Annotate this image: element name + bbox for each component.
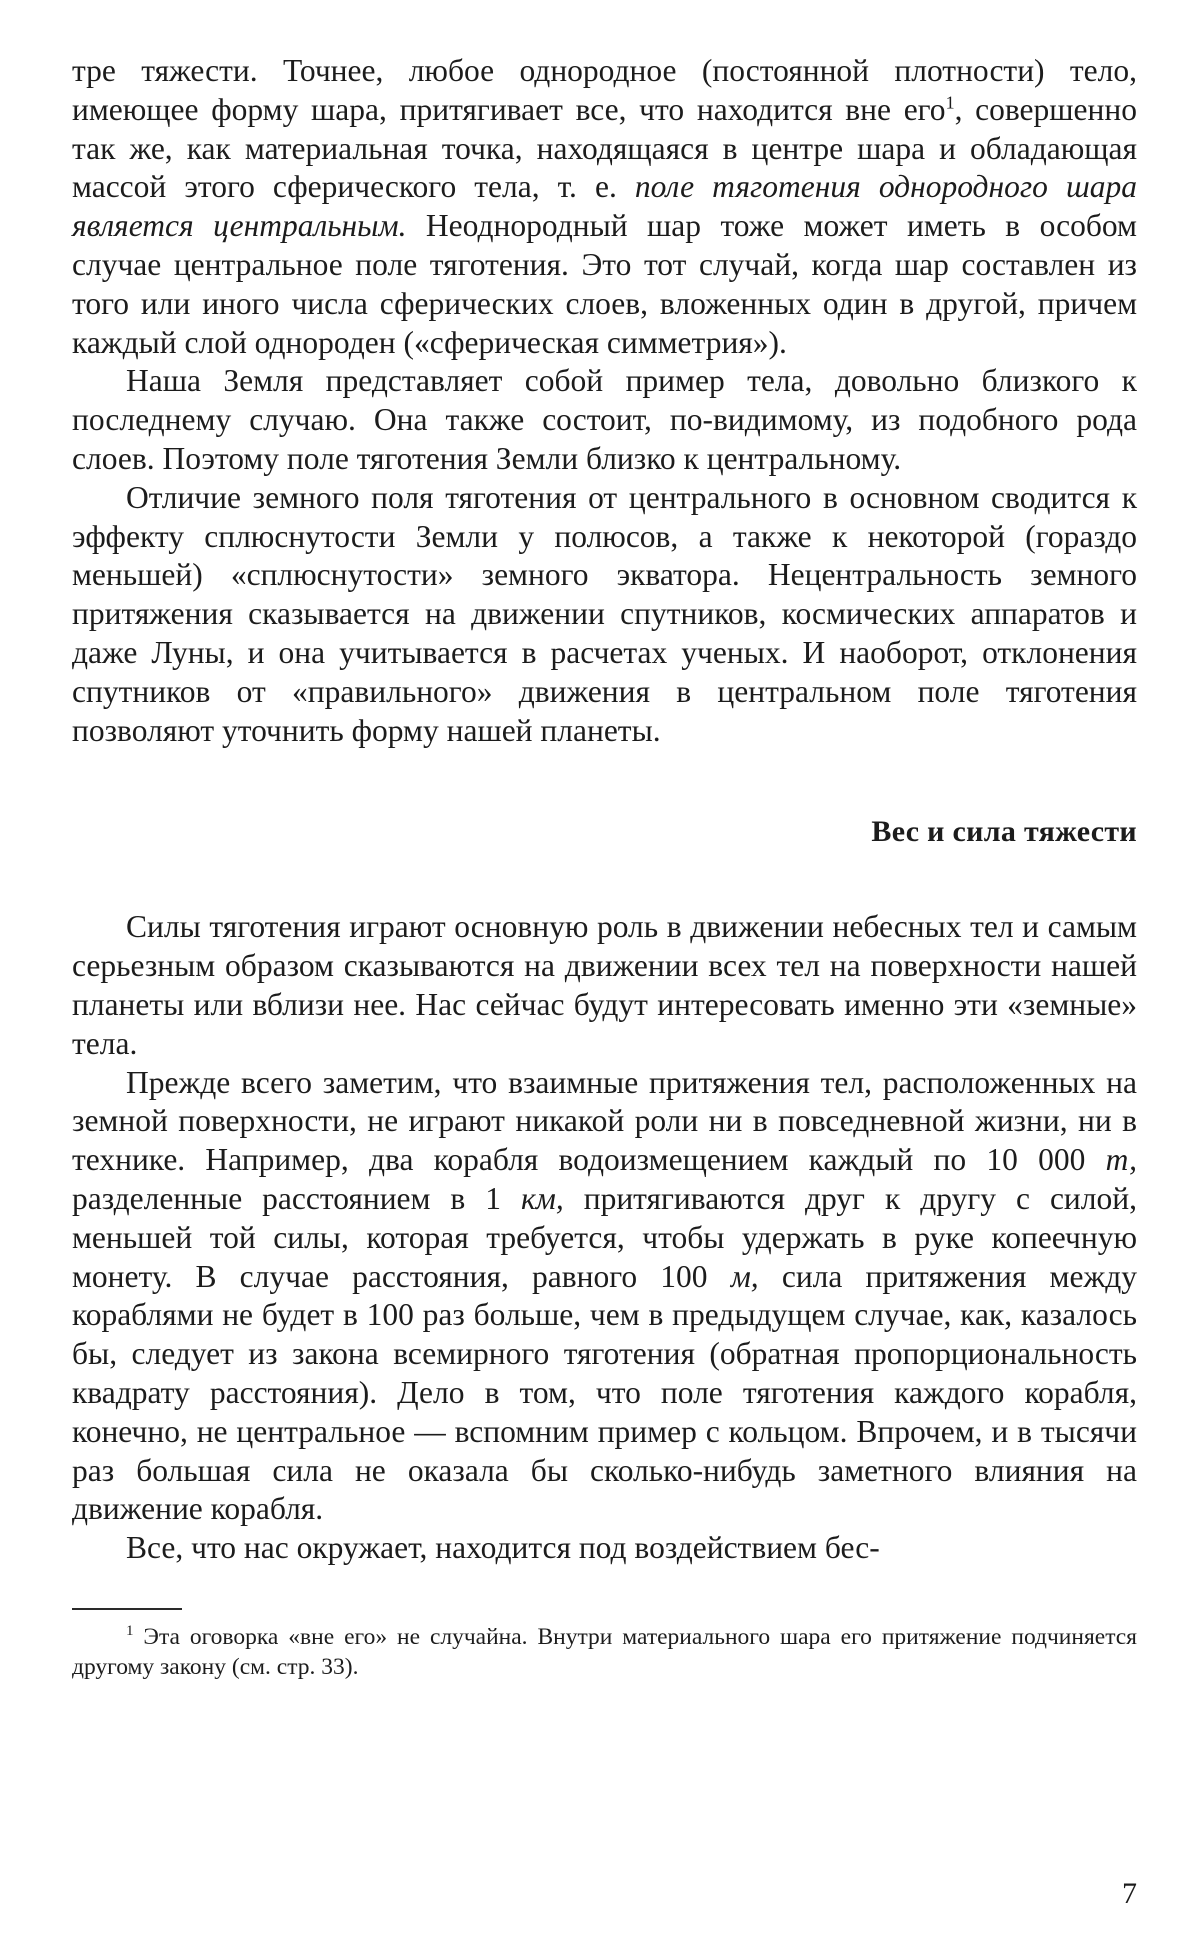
footnote-text: Эта оговорка «вне его» не случайна. Внутри материального шара его притяжение подчиняется другому закону (см. стр. 33).: [72, 1624, 1137, 1680]
unit-km: км,: [521, 1181, 564, 1216]
page-number: 7: [1122, 1877, 1137, 1911]
page-content: [72, 52, 1137, 1682]
footnote-divider: [72, 1608, 182, 1610]
paragraph-5: [72, 1064, 1137, 1530]
paragraph-2: Наша Земля представляет собой пример тела, довольно близкого к последнему случаю. Она также состоит, по-видимому, из подобного рода слоев. Поэтому поле тяготения Земли близко к центральному.: [72, 362, 1137, 478]
footnote-reference: 1: [946, 92, 955, 112]
paragraph-1-text-b: , совершенно так же, как материальная точка, находящаяся в центре шара и обладающая массой этого сферического тела, т. е.: [72, 92, 1137, 205]
paragraph-1-text-a: тре тяжести. Точнее, любое однородное (постоянной плотности) тело, имеющее форму шара, притягивает все, что находится вне его: [72, 53, 1137, 127]
unit-m: м,: [731, 1259, 759, 1294]
paragraph-5-text-c: притягиваются друг к другу с силой, меньшей той силы, которая требуется, чтобы удержать в руке копеечную монету. В случае расстояния, равного 100: [72, 1181, 1137, 1294]
section-title: Вес и сила тяжести: [72, 812, 1137, 852]
paragraph-1-italic: поле тяготения однородного шара является центральным.: [72, 169, 1137, 243]
paragraph-5-text-d: сила притяжения между кораблями не будет в 100 раз больше, чем в предыдущем случае, как, казалось бы, следует из закона всемирного тяготения (обратная пропорциональность квадрату расстояния). Дело в том, что поле тяготения каждого корабля, конечно, не центральное — вспомним пример с кольцом. Впрочем, и в тысячи раз большая сила не оказала бы сколько-нибудь заметного влияния на движение корабля.: [72, 1259, 1137, 1527]
paragraph-4: Силы тяготения играют основную роль в движении небесных тел и самым серьезным образом сказываются на движении всех тел на поверхности нашей планеты или вблизи нее. Нас сейчас будут интересовать именно эти «земные» тела.: [72, 908, 1137, 1063]
footnote-marker: 1: [126, 1623, 134, 1639]
paragraph-1: [72, 52, 1137, 362]
paragraph-3: Отличие земного поля тяготения от центрального в основном сводится к эффекту сплюснутости Земли у полюсов, а также к некоторой (гораздо меньшей) «сплюснутости» земного экватора. Нецентральность земного притяжения сказывается на движении спутников, космических аппаратов и даже Луны, и она учитывается в расчетах ученых. И наоборот, отклонения спутников от «правильного» движения в центральном поле тяготения позволяют уточнить форму нашей планеты.: [72, 479, 1137, 751]
paragraph-5-text-a: Прежде всего заметим, что взаимные притяжения тел, расположенных на земной поверхности, не играют никакой роли ни в повседневной жизни, ни в технике. Например, два корабля водоизмещением каждый по 10 000: [72, 1065, 1137, 1178]
paragraph-6: Все, что нас окружает, находится под воздействием бес-: [72, 1529, 1137, 1568]
footnote: [72, 1622, 1137, 1682]
paragraph-1-text-c: Неоднородный шар тоже может иметь в особом случае центральное поле тяготения. Это тот случай, когда шар составлен из того или иного числа сферических слоев, вложенных один в другой, причем каждый слой однороден («сферическая симметрия»).: [72, 208, 1137, 359]
body-text-section: [72, 908, 1137, 1568]
unit-tonnes: т,: [1106, 1142, 1137, 1177]
paragraph-5-text-b: разделенные расстоянием в 1: [72, 1181, 521, 1216]
body-text: [72, 52, 1137, 750]
